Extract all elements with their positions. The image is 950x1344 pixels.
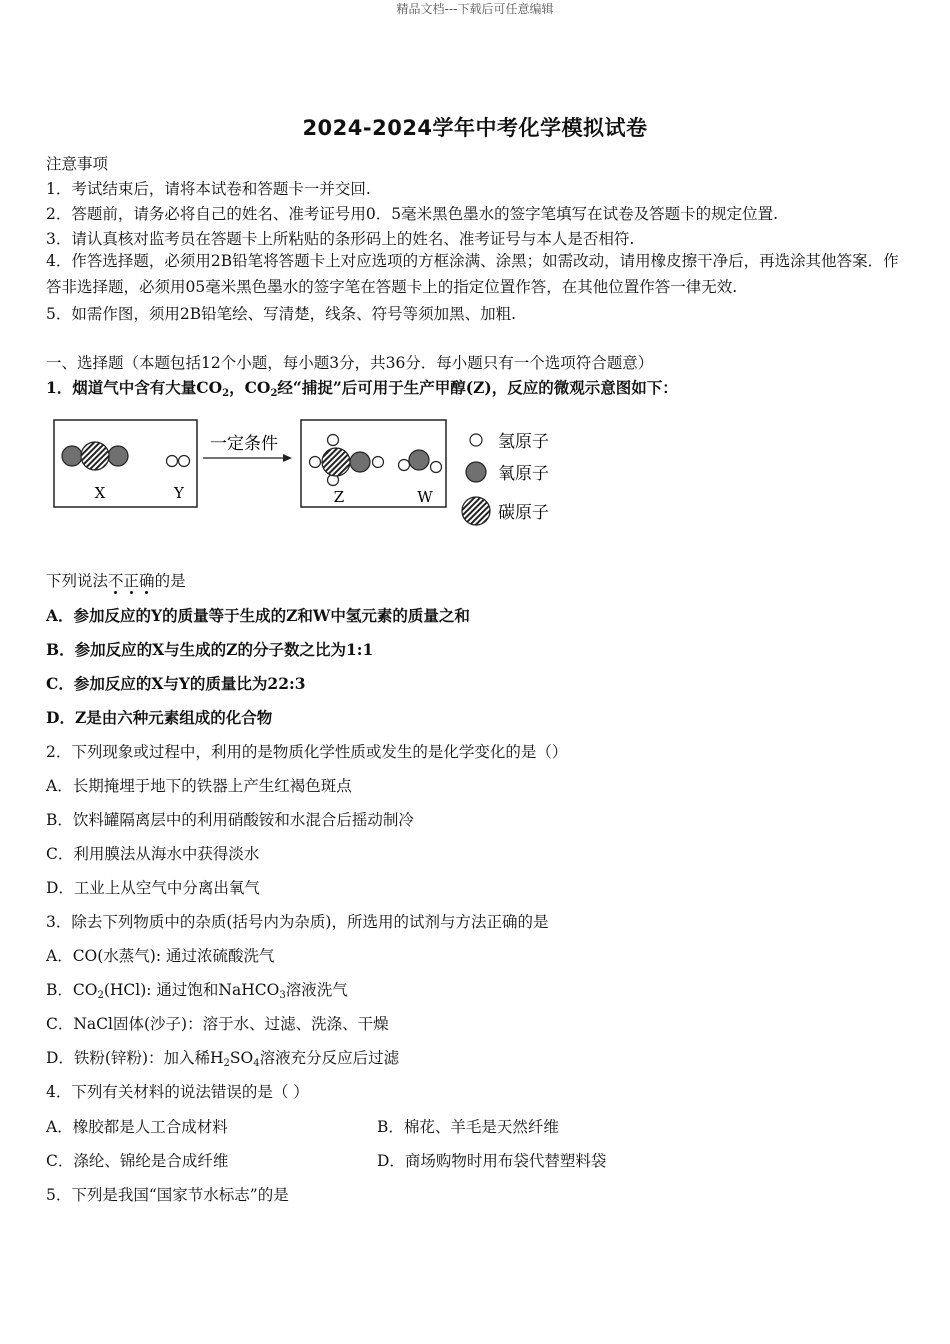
z-oxygen-atom [350,452,370,472]
q3-option-c: C．NaCl固体(沙子)：溶于水、过滤、洗涤、干燥 [46,1015,389,1033]
label-z: Z [333,488,345,506]
q4-option-d: D．商场购物时用布袋代替塑料袋 [377,1152,607,1170]
w-hydrogen-atom [399,460,410,471]
z-carbon-atom [322,448,350,476]
q1-option-a: A．参加反应的Y的质量等于生成的Z和W中氢元素的质量之和 [46,606,470,625]
reaction-condition: 一定条件 [210,434,278,454]
notice-item-2: 2．答题前，请务必将自己的姓名、准考证号用0．5毫米黑色墨水的签字笔填写在试卷及答题卡的规定位置. [46,205,779,223]
q1-option-d: D．Z是由六种元素组成的化合物 [46,708,273,727]
header-note: 精品文档---下载后可任意编辑 [396,2,554,16]
q2-stem: 2．下列现象或过程中，利用的是物质化学性质或发生的是化学变化的是（） [46,743,568,761]
w-hydrogen-atom [431,462,442,473]
q1-option-c: C．参加反应的X与Y的质量比为22:3 [46,674,306,693]
y-hydrogen-atom [179,456,190,467]
notice-item-4: 4．作答选择题，必须用2B铅笔将答题卡上对应选项的方框涂满、涂黑；如需改动，请用橡皮擦干净后，再选涂其他答案．作答非选择题，必须用05毫米黑色墨水的签字笔在答题卡上的指定位置作答，在其他位置作答一律无效. [46,252,899,296]
z-hydrogen-atom [373,457,384,468]
q4-stem: 4．下列有关材料的说法错误的是（ ） [46,1083,309,1101]
q4-option-a: A．橡胶都是人工合成材料 [46,1118,228,1136]
q3-stem: 3．除去下列物质中的杂质(括号内为杂质)，所选用的试剂与方法正确的是 [46,913,549,931]
q2-option-c: C．利用膜法从海水中获得淡水 [46,845,260,863]
z-hydrogen-atom [328,435,339,446]
legend-hydrogen-icon [470,434,482,446]
page-title: 2024-2024学年中考化学模拟试卷 [302,116,648,140]
q1-option-b: B．参加反应的X与生成的Z的分子数之比为1:1 [46,640,374,659]
section-heading: 一、选择题（本题包括12个小题，每小题3分，共36分．每小题只有一个选项符合题意） [46,354,654,372]
q2-option-d: D．工业上从空气中分离出氧气 [46,879,260,897]
legend-carbon-label: 碳原子 [498,503,549,523]
legend-oxygen-icon [466,462,486,482]
q1-prompt: 下列说法不正确的是 [46,572,186,590]
q4-option-c: C．涤纶、锦纶是合成纤维 [46,1152,229,1170]
q1-stem: 1．烟道气中含有大量$CO_2$，$CO_2$经“捕捉”后可用于生产甲醇(Z)，反应的微观示意图如下： [46,378,678,399]
q3-option-b: B．$CO_2(HCl)$: 通过饱和NaHCO$_3$溶液洗气 [46,981,348,1001]
x-oxygen-atom [108,446,128,466]
notice-item-1: 1．考试结束后，请将本试卷和答题卡一并交回. [46,180,371,198]
q4-option-b: B．棉花、羊毛是天然纤维 [377,1118,559,1136]
legend-oxygen-label: 氧原子 [498,464,549,484]
label-y: Y [174,484,184,502]
legend-carbon-icon [462,497,490,525]
w-oxygen-atom [409,450,429,470]
q2-option-b: B．饮料罐隔离层中的利用硝酸铵和水混合后摇动制冷 [46,811,414,829]
notice-item-3: 3．请认真核对监考员在答题卡上所粘贴的条形码上的姓名、准考证号与本人是否相符. [46,230,635,248]
q3-option-d: D．铁粉(锌粉)：加入稀$H_2SO_4$溶液充分反应后过滤 [46,1049,400,1069]
z-hydrogen-atom [310,457,321,468]
x-carbon-atom [81,442,109,470]
q2-option-a: A．长期掩埋于地下的铁器上产生红褐色斑点 [46,777,352,795]
legend-hydrogen-label: 氢原子 [498,432,549,452]
reaction-diagram [46,410,566,535]
arrow-head [283,454,292,462]
q3-option-a: A．CO(水蒸气): 通过浓硫酸洗气 [46,947,275,965]
label-x: X [94,484,106,502]
label-w: W [417,488,433,506]
notice-heading: 注意事项 [46,155,109,173]
y-hydrogen-atom [167,456,178,467]
notice-item-5: 5．如需作图，须用2B铅笔绘、写清楚，线条、符号等须加黑、加粗. [46,305,517,323]
q5-stem: 5．下列是我国“国家节水标志”的是 [46,1186,289,1204]
x-oxygen-atom [62,446,82,466]
